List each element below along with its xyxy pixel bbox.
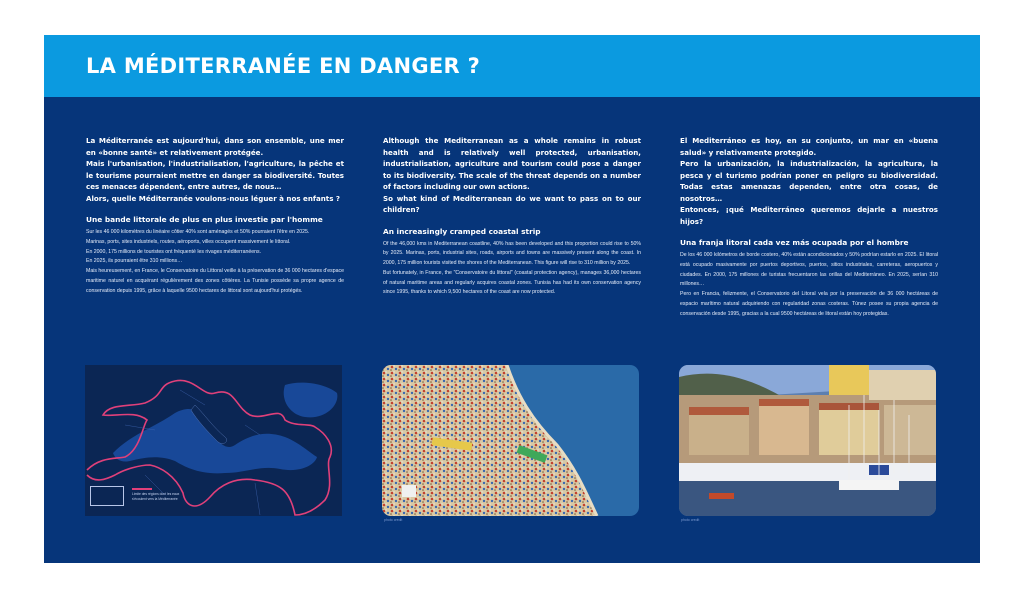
intro-paragraph: La Méditerranée est aujourd'hui, dans son ensemble, une mer en «bonne santé» et relativement protégée.: [86, 136, 344, 157]
mediterranean-basin-map: [85, 365, 342, 516]
body-text: [383, 240, 641, 299]
intro-paragraph: Although the Mediterranean as a whole remains in robust health and is relatively well protected, urbanisation, industrialisation, agriculture and tourism could pose a danger to its biodiversity. The scale of the threat depends on a number of factors including our own actions.: [383, 136, 641, 191]
scale-box: [90, 486, 124, 506]
page-title: LA MÉDITERRANÉE EN DANGER ?: [86, 54, 481, 78]
intro-paragraph: Mais l'urbanisation, l'industrialisation, l'agriculture, la pêche et le tourisme pourraient mettre en danger sa biodiversité. Toutes ces menaces dépendent, entre autres, de nous…: [86, 159, 344, 191]
body-paragraph: Mais heureusement, en France, le Conservatoire du Littoral veille à la préservation de 36 000 hectares d'espace maritime naturel en acquérant régulièrement des zones côtières. La Tunisie possède sa propre agence de conservation depuis 1995, grâce à laquelle 9500 hectares de littoral sont aujourd'hui protégés.: [86, 268, 344, 294]
body-paragraph: De los 46 000 kilómetros de borde costero, 40% están acondicionados y 50% podrían estarlo en 2025. El litoral está ocupado masivamente por puertos deportivos, puertos, sitios industriales, carreteras, aeropuertos y ciudades. En 2000, 175 millones de turistas frecuentaron las orillas del Mediterráneo. En 2025, serían 310 millones…: [680, 252, 938, 288]
section-subheading: Une bande littorale de plus en plus investie par l'homme: [86, 215, 323, 224]
column-spanish: [680, 135, 938, 320]
harbour-illustration: [679, 365, 936, 516]
harbour-town-photo: [679, 365, 936, 516]
header-banner: [44, 35, 980, 97]
intro-paragraph: Pero la urbanización, la industrialización, la agricultura, la pesca y el turismo podrían poner en peligro su biodiversidad. Todas estas amenazas dependen, entre otra cosas, de nosotros…: [680, 159, 938, 203]
intro-text: [383, 135, 641, 216]
body-text: [680, 251, 938, 320]
body-paragraph: En 2025, ils pourraient être 310 millions…: [86, 258, 183, 265]
intro-paragraph: So what kind of Mediterranean do we want to pass on to our children?: [383, 193, 641, 214]
section-subheading: Una franja litoral cada vez más ocupada por el hombre: [680, 238, 909, 247]
intro-paragraph: El Mediterráneo es hoy, en su conjunto, un mar en «buena salud» y relativamente protegido.: [680, 136, 938, 157]
column-english: [383, 135, 641, 298]
body-paragraph: Pero en Francia, felizmente, el Conservatorio del Litoral vela por la preservación de 36 000 hectáreas de espacio marítimo natural adquiriendo con regularidad zonas costeras. Túnez posee su propia agencia de conservación desde 1995, gracias a la cual 9500 hectáreas de litoral están hoy protegidas.: [680, 291, 938, 317]
intro-text: [680, 135, 938, 227]
body-paragraph: En 2000, 175 millions de touristes ont fréquenté les rivages méditerranéens.: [86, 248, 262, 255]
legend-text: Limite des régions dont les eaux s'écoulent vers la Méditerranée: [132, 492, 180, 501]
body-paragraph: But fortunately, in France, the "Conservatoire du littoral" (coastal protection agency), manages 36,000 hectares of natural maritime areas and regularly acquires coastal zones. Tunisia has had its own conservation agency since 1995, thanks to which 9,500 hectares of the coast are now protected.: [383, 269, 641, 296]
crowded-beach-photo: [382, 365, 639, 516]
body-paragraph: Of the 46,000 kms in Mediterranean coastline, 40% has been developed and this proportion could rise to 50% by 2025. Marinas, ports, industrial sites, roads, airports and towns are massively present along the coast. In 2000, 175 million tourists visited the shores of the Mediterranean. This figure will rise to 310 million by 2025.: [383, 240, 641, 267]
body-paragraph: Sur les 46 000 kilomètres du linéaire côtier 40% sont aménagés et 50% pourraient l'être en 2025.: [86, 229, 310, 235]
section-subheading: An increasingly cramped coastal strip: [383, 226, 541, 236]
body-text: [86, 228, 344, 297]
photo-credit: photo credit: [384, 518, 403, 522]
map-legend: [90, 486, 180, 506]
beach-illustration: [382, 365, 639, 516]
body-paragraph: Marinas, ports, sites industriels, routes, aéroports, villes occupent massivement le littoral.: [86, 238, 291, 245]
intro-text: [86, 135, 344, 204]
intro-paragraph: Alors, quelle Méditerranée voulons-nous léguer à nos enfants ?: [86, 193, 341, 203]
intro-paragraph: Entonces, ¡qué Mediterráneo queremos dejarle a nuestros hijos?: [680, 205, 938, 226]
poster-panel: [44, 35, 980, 563]
legend-line-swatch: [132, 488, 152, 490]
column-french: [86, 135, 344, 297]
photo-credit: photo credit: [681, 518, 700, 522]
